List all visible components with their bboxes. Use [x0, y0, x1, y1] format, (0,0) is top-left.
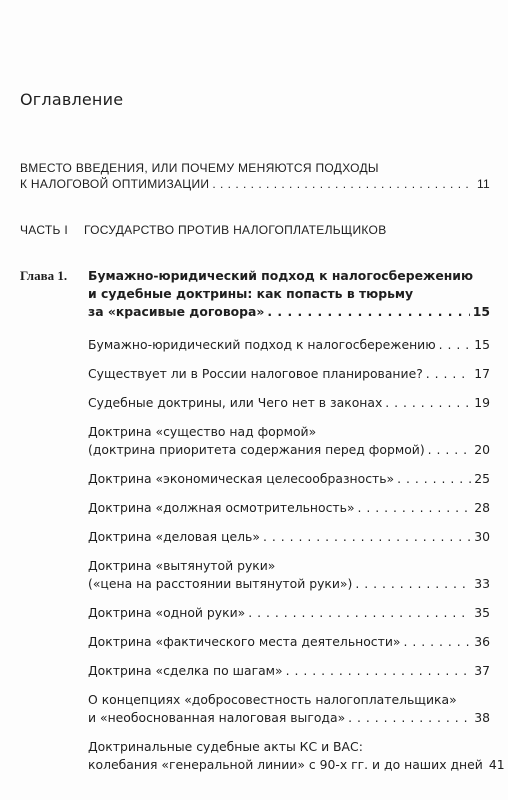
entry-title-line: Бумажно-юридический подход к налогосбережению [88, 337, 436, 352]
chapter-title-line-2: и судебные доктрины: как попасть в тюрьму [88, 286, 414, 301]
page-number: 37 [474, 663, 490, 678]
chapter-title-line-1: Бумажно-юридический подход к налогосбережению [88, 268, 474, 283]
toc-entry[interactable] [88, 691, 490, 727]
page-number: 11 [476, 177, 490, 191]
chapter-heading-entry[interactable] [88, 267, 490, 321]
dot-leader [439, 336, 472, 354]
dot-leader [248, 604, 471, 622]
dot-leader [428, 441, 472, 459]
entry-title-line: Доктринальные судебные акты КС и ВАС: [88, 739, 363, 754]
entry-title-line: (доктрина приоритета содержания перед формой) [88, 442, 425, 457]
entry-title-line: Доктрина «существо над формой» [88, 424, 317, 439]
entry-title-line: Доктрина «вытянутой руки» [88, 558, 276, 573]
toc-entry[interactable] [88, 336, 490, 354]
entry-title-line: («цена на расстоянии вытянутой руки») [88, 576, 353, 591]
page-number: 35 [474, 605, 490, 620]
dot-leader [426, 365, 471, 383]
entry-title-line: и «необоснованная налоговая выгода» [88, 710, 346, 725]
toc-entry[interactable] [88, 662, 490, 680]
dot-leader [348, 709, 471, 727]
toc-entry[interactable] [88, 394, 490, 412]
page-title: Оглавление [20, 90, 124, 109]
toc-entry[interactable] [88, 633, 490, 651]
dot-leader [355, 575, 471, 593]
page-number: 28 [474, 500, 490, 515]
page-number: 19 [474, 395, 490, 410]
intro-line-2: К НАЛОГОВОЙ ОПТИМИЗАЦИИ [20, 177, 210, 191]
entry-title-line: Доктрина «экономическая целесообразность» [88, 471, 395, 486]
toc-entry[interactable] [88, 528, 490, 546]
toc-entry[interactable] [88, 423, 490, 459]
toc-entry[interactable] [88, 499, 490, 517]
toc-entry-list [88, 336, 505, 785]
entry-title-line: Судебные доктрины, или Чего нет в законах [88, 395, 383, 410]
entry-title-line: О концепциях «добросовестность налогоплательщика» [88, 692, 457, 707]
toc-entry[interactable] [88, 604, 490, 622]
part-title: ГОСУДАРСТВО ПРОТИВ НАЛОГОПЛАТЕЛЬЩИКОВ [84, 223, 387, 237]
page-number: 41 [488, 757, 505, 772]
dot-leader [263, 528, 471, 546]
toc-entry[interactable] [88, 557, 490, 593]
dot-leader [403, 633, 471, 651]
dot-leader [397, 470, 471, 488]
entry-title-line: Доктрина «фактического места деятельности» [88, 634, 401, 649]
dot-leader [212, 176, 474, 192]
entry-title-line: Доктрина «должная осмотрительность» [88, 500, 355, 515]
entry-title-line: Существует ли в России налоговое планирование? [88, 366, 423, 381]
dot-leader [286, 662, 472, 680]
entry-title-line: Доктрина «сделка по шагам» [88, 663, 283, 678]
dot-leader [267, 303, 469, 321]
entry-title-line: колебания «генеральной линии» с 90-х гг. и до наших дней [88, 757, 483, 772]
toc-intro-entry[interactable] [20, 160, 490, 192]
part-label: ЧАСТЬ I [20, 223, 68, 237]
chapter-title-line-3: за «красивые договора» [88, 304, 265, 319]
page-number: 36 [474, 634, 490, 649]
entry-title-line: Доктрина «одной руки» [88, 605, 246, 620]
page-number: 38 [474, 710, 490, 725]
page-number: 20 [474, 442, 490, 457]
entry-title-line: Доктрина «деловая цель» [88, 529, 260, 544]
toc-entry[interactable] [88, 738, 505, 774]
part-heading [20, 223, 490, 237]
page-number: 30 [474, 529, 490, 544]
page-number: 33 [474, 576, 490, 591]
dot-leader [358, 499, 472, 517]
page-number: 25 [474, 471, 490, 486]
intro-line-1: ВМЕСТО ВВЕДЕНИЯ, ИЛИ ПОЧЕМУ МЕНЯЮТСЯ ПОДХОДЫ [20, 161, 379, 175]
page-number: 15 [474, 337, 490, 352]
toc-entry[interactable] [88, 470, 490, 488]
toc-entry[interactable] [88, 365, 490, 383]
page-number: 17 [474, 366, 490, 381]
dot-leader [385, 394, 471, 412]
page-number: 15 [472, 304, 490, 319]
chapter-label: Глава 1. [20, 268, 68, 283]
